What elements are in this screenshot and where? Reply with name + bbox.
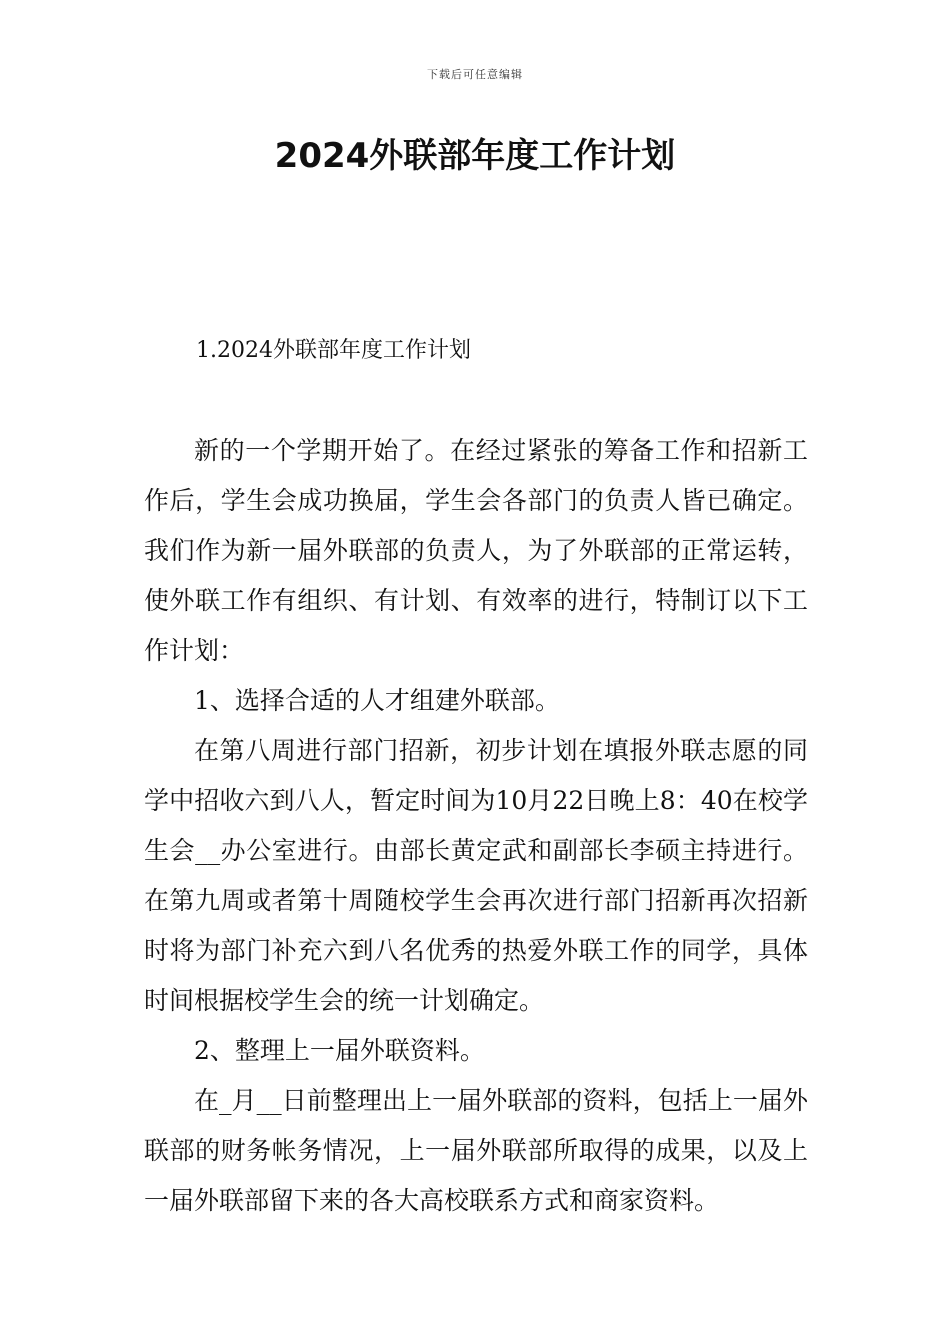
paragraph-item-1-heading: 1、选择合适的人才组建外联部。 bbox=[194, 686, 560, 715]
paragraph-intro: 新的一个学期开始了。在经过紧张的筹备工作和招新工作后，学生会成功换届，学生会各部门的负责人皆已确定。我们作为新一届外联部的负责人，为了外联部的正常运转，使外联工作有组织、有计划、有效率的进行，特制订以下工作计划： bbox=[144, 436, 808, 665]
section-heading: 1.2024外联部年度工作计划 bbox=[196, 338, 471, 363]
header-note: 下载后可任意编辑 bbox=[427, 68, 523, 81]
paragraph-recruitment: 在第八周进行部门招新，初步计划在填报外联志愿的同学中招收六到八人，暂定时间为10月22日晚上8：40在校学生会__办公室进行。由部长黄定武和副部长李硕主持进行。在第九周或者第十周随校学生会再次进行部门招新再次招新时将为部门补充六到八名优秀的热爱外联工作的同学，具体时间根据校学生会的统一计划确定。 bbox=[144, 736, 808, 1015]
document-body bbox=[144, 426, 808, 1226]
document-title: 2024外联部年度工作计划 bbox=[274, 136, 676, 176]
paragraph-item-2-heading: 2、整理上一届外联资料。 bbox=[194, 1036, 485, 1065]
paragraph-archive: 在_月__日前整理出上一届外联部的资料，包括上一届外联部的财务帐务情况，上一届外联部所取得的成果，以及上一届外联部留下来的各大高校联系方式和商家资料。 bbox=[144, 1086, 808, 1215]
